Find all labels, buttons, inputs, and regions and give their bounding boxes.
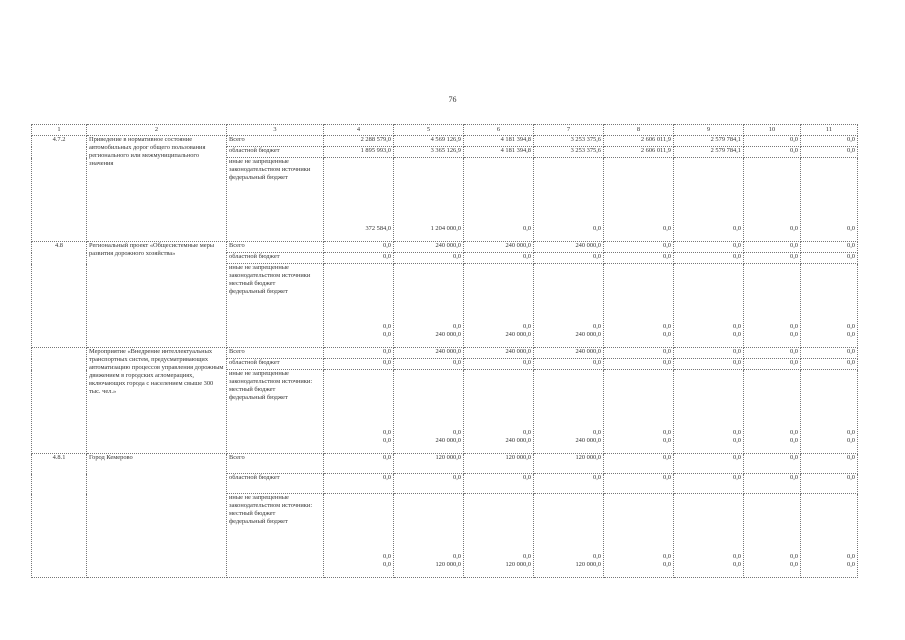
value-cell: 1 895 993,0 bbox=[324, 147, 394, 158]
value-cell: 0,0 bbox=[674, 348, 744, 359]
value-cell-block bbox=[464, 158, 534, 242]
value-cell: 0,0 bbox=[604, 253, 674, 264]
value-cell-block bbox=[394, 158, 464, 242]
value-cell-block bbox=[324, 264, 394, 348]
col-header: 8 bbox=[604, 125, 674, 136]
value-cell: 0,0 bbox=[453, 428, 461, 436]
value-cell: 240 000,0 bbox=[575, 330, 601, 338]
value-cell: 2 579 784,1 bbox=[674, 136, 744, 147]
value-cell: 0,0 bbox=[604, 242, 674, 253]
value-cell: 0,0 bbox=[523, 552, 531, 560]
value-cell: 120 000,0 bbox=[534, 454, 604, 474]
value-cell: 4 181 394,8 bbox=[464, 136, 534, 147]
value-cell-block bbox=[394, 370, 464, 454]
value-cell: 0,0 bbox=[604, 359, 674, 370]
source-label: федеральный бюджет bbox=[229, 394, 288, 402]
value-cell: 0,0 bbox=[744, 136, 801, 147]
source-label: иные не запрещенные законодательством источники: bbox=[229, 494, 313, 510]
value-cell: 0,0 bbox=[324, 253, 394, 264]
value-cell: 0,0 bbox=[383, 552, 391, 560]
value-cell: 0,0 bbox=[593, 552, 601, 560]
value-cell-block bbox=[801, 494, 858, 578]
col-header: 6 bbox=[464, 125, 534, 136]
value-cell: 0,0 bbox=[663, 436, 671, 444]
value-cell: 0,0 bbox=[801, 454, 858, 474]
value-cell: 0,0 bbox=[733, 552, 741, 560]
value-cell: 0,0 bbox=[534, 253, 604, 264]
value-cell: 0,0 bbox=[744, 454, 801, 474]
value-cell: 0,0 bbox=[383, 436, 391, 444]
value-cell: 0,0 bbox=[847, 224, 855, 232]
value-cell: 0,0 bbox=[453, 322, 461, 330]
value-cell: 0,0 bbox=[534, 359, 604, 370]
page-number: 76 bbox=[448, 95, 457, 104]
table-row bbox=[32, 242, 858, 253]
value-cell-block bbox=[674, 264, 744, 348]
value-cell: 0,0 bbox=[801, 147, 858, 158]
value-cell: 0,0 bbox=[453, 552, 461, 560]
value-cell-block bbox=[324, 494, 394, 578]
budget-table bbox=[31, 124, 858, 578]
value-cell-block bbox=[464, 264, 534, 348]
value-cell: 120 000,0 bbox=[505, 560, 531, 568]
source-label: Всего bbox=[227, 242, 324, 253]
value-cell: 240 000,0 bbox=[575, 436, 601, 444]
value-cell: 0,0 bbox=[744, 359, 801, 370]
value-cell: 0,0 bbox=[744, 242, 801, 253]
value-cell: 240 000,0 bbox=[505, 330, 531, 338]
row-name: Мероприятие «Внедрение интеллектуальных транспортных систем, предусматривающих автоматизацию процессов управления дорожным движением в городских агломерациях, включающих города с населением свыше 300 тыс. чел.» bbox=[87, 348, 227, 454]
value-cell: 0,0 bbox=[383, 330, 391, 338]
value-cell: 0,0 bbox=[464, 474, 534, 494]
value-cell: 0,0 bbox=[801, 253, 858, 264]
col-header: 2 bbox=[87, 125, 227, 136]
value-cell: 0,0 bbox=[324, 474, 394, 494]
value-cell: 0,0 bbox=[847, 560, 855, 568]
value-cell: 0,0 bbox=[790, 428, 798, 436]
value-cell: 0,0 bbox=[523, 428, 531, 436]
value-cell-block bbox=[604, 494, 674, 578]
value-cell: 372 584,0 bbox=[365, 224, 391, 232]
value-cell: 0,0 bbox=[394, 253, 464, 264]
source-label: областной бюджет bbox=[227, 359, 324, 370]
value-cell: 0,0 bbox=[604, 474, 674, 494]
value-cell: 120 000,0 bbox=[464, 454, 534, 474]
value-cell: 4 181 394,8 bbox=[464, 147, 534, 158]
source-label: федеральный бюджет bbox=[229, 288, 288, 296]
value-cell: 3 365 126,9 bbox=[394, 147, 464, 158]
row-number: 4.8 bbox=[32, 242, 87, 348]
value-cell-block bbox=[604, 158, 674, 242]
value-cell: 0,0 bbox=[324, 242, 394, 253]
header-row bbox=[32, 125, 858, 136]
value-cell-block bbox=[801, 264, 858, 348]
value-cell: 0,0 bbox=[383, 322, 391, 330]
source-label: областной бюджет bbox=[227, 253, 324, 264]
value-cell: 0,0 bbox=[733, 560, 741, 568]
value-cell: 0,0 bbox=[790, 322, 798, 330]
source-label: областной бюджет bbox=[227, 474, 324, 494]
value-cell: 0,0 bbox=[674, 359, 744, 370]
row-number: 4.8.1 bbox=[32, 454, 87, 578]
value-cell: 0,0 bbox=[383, 428, 391, 436]
value-cell: 0,0 bbox=[663, 428, 671, 436]
value-cell: 1 204 000,0 bbox=[430, 224, 461, 232]
row-number bbox=[32, 348, 87, 454]
value-cell: 0,0 bbox=[790, 436, 798, 444]
value-cell-block bbox=[744, 158, 801, 242]
value-cell: 2 579 784,1 bbox=[674, 147, 744, 158]
col-header: 10 bbox=[744, 125, 801, 136]
source-label: Всего bbox=[227, 348, 324, 359]
source-label: федеральный бюджет bbox=[229, 518, 288, 526]
value-cell-block bbox=[744, 494, 801, 578]
value-cell: 0,0 bbox=[394, 474, 464, 494]
source-label: местный бюджет bbox=[229, 386, 276, 394]
row-name: Город Кемерово bbox=[87, 454, 227, 578]
value-cell: 0,0 bbox=[534, 474, 604, 494]
value-cell: 0,0 bbox=[394, 359, 464, 370]
value-cell: 0,0 bbox=[604, 348, 674, 359]
value-cell: 0,0 bbox=[593, 322, 601, 330]
row-name: Приведение в нормативное состояние автомобильных дорог общего пользования регионального или межмуниципального значения bbox=[87, 136, 227, 242]
source-label: иные не запрещенные законодательством источники: bbox=[229, 370, 313, 386]
col-header: 11 bbox=[801, 125, 858, 136]
value-cell-block bbox=[801, 370, 858, 454]
row-number: 4.7.2 bbox=[32, 136, 87, 242]
value-cell-block bbox=[604, 370, 674, 454]
col-header: 1 bbox=[32, 125, 87, 136]
value-cell: 3 253 375,6 bbox=[534, 136, 604, 147]
value-cell: 0,0 bbox=[593, 428, 601, 436]
value-cell: 0,0 bbox=[744, 147, 801, 158]
value-cell: 2 288 579,0 bbox=[324, 136, 394, 147]
value-cell: 0,0 bbox=[324, 348, 394, 359]
value-cell: 0,0 bbox=[744, 348, 801, 359]
col-header: 5 bbox=[394, 125, 464, 136]
col-header: 7 bbox=[534, 125, 604, 136]
value-cell-block bbox=[534, 158, 604, 242]
value-cell: 4 569 126,9 bbox=[394, 136, 464, 147]
value-cell: 0,0 bbox=[674, 253, 744, 264]
value-cell: 0,0 bbox=[790, 560, 798, 568]
value-cell: 240 000,0 bbox=[464, 242, 534, 253]
value-cell: 0,0 bbox=[801, 474, 858, 494]
value-cell: 0,0 bbox=[674, 474, 744, 494]
value-cell: 240 000,0 bbox=[435, 436, 461, 444]
source-label: областной бюджет bbox=[227, 147, 324, 158]
value-cell: 0,0 bbox=[847, 436, 855, 444]
col-header: 4 bbox=[324, 125, 394, 136]
value-cell: 0,0 bbox=[663, 330, 671, 338]
source-label-block bbox=[227, 494, 324, 578]
table-row bbox=[32, 454, 858, 474]
value-cell: 120 000,0 bbox=[575, 560, 601, 568]
value-cell: 0,0 bbox=[801, 348, 858, 359]
value-cell: 0,0 bbox=[733, 428, 741, 436]
value-cell-block bbox=[801, 158, 858, 242]
value-cell: 0,0 bbox=[790, 330, 798, 338]
table-row bbox=[32, 136, 858, 147]
value-cell: 240 000,0 bbox=[435, 330, 461, 338]
row-name: Региональный проект «Общесистемные меры развития дорожного хозяйства» bbox=[87, 242, 227, 348]
value-cell: 0,0 bbox=[733, 330, 741, 338]
value-cell: 240 000,0 bbox=[534, 242, 604, 253]
value-cell-block bbox=[324, 370, 394, 454]
value-cell-block bbox=[324, 158, 394, 242]
value-cell: 0,0 bbox=[744, 474, 801, 494]
value-cell-block bbox=[394, 264, 464, 348]
value-cell: 2 606 011,9 bbox=[604, 147, 674, 158]
value-cell: 0,0 bbox=[663, 224, 671, 232]
value-cell: 0,0 bbox=[464, 359, 534, 370]
value-cell: 0,0 bbox=[663, 322, 671, 330]
table-row bbox=[32, 348, 858, 359]
value-cell: 0,0 bbox=[744, 253, 801, 264]
value-cell-block bbox=[674, 158, 744, 242]
value-cell: 0,0 bbox=[847, 428, 855, 436]
value-cell-block bbox=[394, 494, 464, 578]
value-cell-block bbox=[744, 264, 801, 348]
value-cell: 0,0 bbox=[604, 454, 674, 474]
value-cell-block bbox=[744, 370, 801, 454]
value-cell: 0,0 bbox=[593, 224, 601, 232]
value-cell: 0,0 bbox=[733, 322, 741, 330]
value-cell: 0,0 bbox=[733, 224, 741, 232]
value-cell: 0,0 bbox=[790, 224, 798, 232]
value-cell: 0,0 bbox=[663, 552, 671, 560]
value-cell: 0,0 bbox=[523, 322, 531, 330]
value-cell-block bbox=[674, 370, 744, 454]
value-cell: 0,0 bbox=[801, 242, 858, 253]
value-cell: 0,0 bbox=[523, 224, 531, 232]
value-cell: 120 000,0 bbox=[394, 454, 464, 474]
value-cell: 240 000,0 bbox=[534, 348, 604, 359]
value-cell: 0,0 bbox=[847, 552, 855, 560]
value-cell: 240 000,0 bbox=[505, 436, 531, 444]
value-cell: 0,0 bbox=[663, 560, 671, 568]
value-cell: 0,0 bbox=[464, 253, 534, 264]
value-cell-block bbox=[674, 494, 744, 578]
value-cell: 3 253 375,6 bbox=[534, 147, 604, 158]
value-cell: 0,0 bbox=[790, 552, 798, 560]
value-cell: 240 000,0 bbox=[394, 242, 464, 253]
source-label: федеральный бюджет bbox=[229, 174, 288, 182]
value-cell: 0,0 bbox=[324, 454, 394, 474]
value-cell-block bbox=[534, 264, 604, 348]
value-cell-block bbox=[464, 494, 534, 578]
source-label: Всего bbox=[227, 454, 324, 474]
value-cell: 0,0 bbox=[733, 436, 741, 444]
source-label: Всего bbox=[227, 136, 324, 147]
value-cell: 2 606 011,9 bbox=[604, 136, 674, 147]
source-label: местный бюджет bbox=[229, 280, 276, 288]
value-cell: 0,0 bbox=[324, 359, 394, 370]
value-cell: 0,0 bbox=[847, 322, 855, 330]
value-cell: 0,0 bbox=[674, 242, 744, 253]
source-label: иные не запрещенные законодательством источники bbox=[229, 264, 311, 280]
source-label: местный бюджет bbox=[229, 510, 276, 518]
source-label-block bbox=[227, 370, 324, 454]
col-header: 3 bbox=[227, 125, 324, 136]
value-cell-block bbox=[604, 264, 674, 348]
value-cell-block bbox=[464, 370, 534, 454]
value-cell: 0,0 bbox=[383, 560, 391, 568]
source-label: иные не запрещенные законодательством источники bbox=[229, 158, 311, 174]
value-cell-block bbox=[534, 370, 604, 454]
value-cell: 0,0 bbox=[847, 330, 855, 338]
value-cell: 0,0 bbox=[801, 359, 858, 370]
value-cell: 0,0 bbox=[674, 454, 744, 474]
value-cell: 120 000,0 bbox=[435, 560, 461, 568]
value-cell: 0,0 bbox=[801, 136, 858, 147]
value-cell-block bbox=[534, 494, 604, 578]
value-cell: 240 000,0 bbox=[394, 348, 464, 359]
col-header: 9 bbox=[674, 125, 744, 136]
value-cell: 240 000,0 bbox=[464, 348, 534, 359]
source-label-block bbox=[227, 158, 324, 242]
source-label-block bbox=[227, 264, 324, 348]
